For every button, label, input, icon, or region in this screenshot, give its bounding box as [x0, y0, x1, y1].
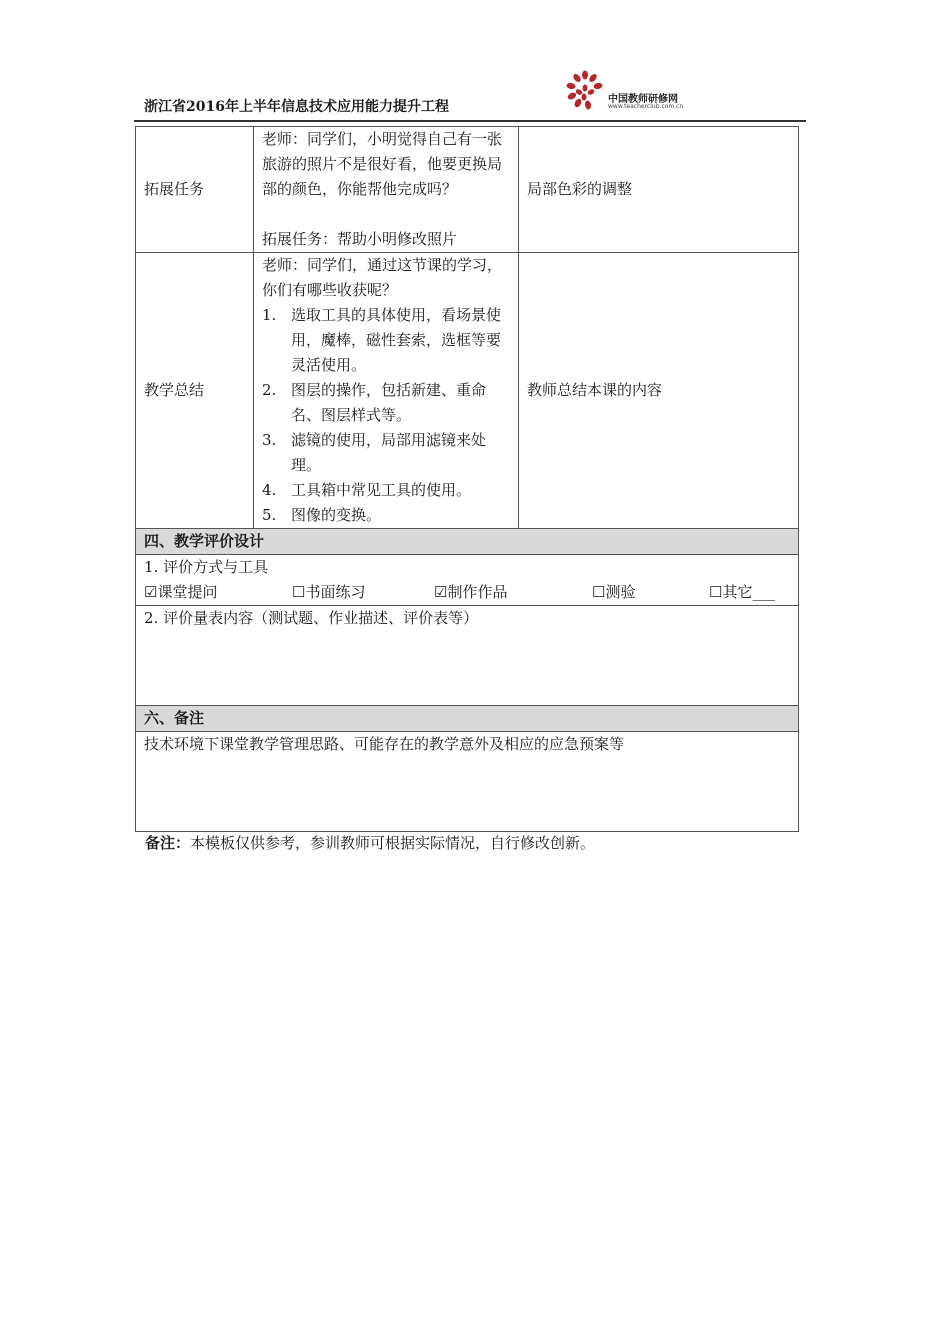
teaching-summary-content: [254, 253, 519, 529]
lesson-plan-table: [135, 126, 799, 832]
option-quiz[interactable]: ☐测验: [592, 583, 636, 601]
extension-task-note: 局部色彩的调整: [519, 127, 799, 253]
remarks-heading: 六、备注: [136, 706, 799, 732]
remarks-heading-row: [136, 706, 799, 732]
footnote-text: 本模板仅供参考，参训教师可根据实际情况，自行修改创新。: [190, 834, 596, 852]
summary-steps-list: [262, 303, 510, 528]
page-header: [134, 68, 806, 122]
option-written-exercise[interactable]: ☐书面练习: [292, 583, 366, 601]
summary-teacher-prompt: 老师：同学们，通过这节课的学习，你们有哪些收获呢？: [262, 256, 503, 299]
remarks-content-row: [136, 732, 799, 832]
evaluation-heading: 四、教学评价设计: [136, 529, 799, 555]
list-item: 2. 图层的操作，包括新建、重命名、图层样式等。: [262, 381, 487, 424]
evaluation-method-label: 1. 评价方式与工具: [144, 558, 269, 576]
extension-task-text: 拓展任务：帮助小明修改照片: [262, 230, 458, 248]
remarks-content: 技术环境下课堂教学管理思路、可能存在的教学意外及相应的应急预案等: [136, 732, 799, 832]
flower-logo-icon: [562, 70, 608, 114]
evaluation-method-cell: [136, 555, 799, 606]
extension-teacher-prompt: 老师：同学们，小明觉得自己有一张旅游的照片不是很好看，他要更换局部的颜色，你能帮他完成吗？: [262, 130, 503, 198]
logo-name: 中国教师研修网: [608, 94, 678, 105]
header-title: 浙江省2016年上半年信息技术应用能力提升工程: [144, 99, 449, 115]
option-other[interactable]: ☐其它___: [709, 583, 775, 601]
footnote-label: 备注：: [145, 834, 191, 852]
extension-task-content: [254, 127, 519, 253]
option-class-questioning[interactable]: ☑课堂提问: [144, 583, 218, 601]
list-item: 5. 图像的变换。: [262, 506, 382, 524]
option-production-work[interactable]: ☑制作作品: [434, 583, 508, 601]
logo-url: www.teacherclub.com.cn: [608, 103, 684, 110]
extension-task-label: 拓展任务: [136, 127, 254, 253]
teaching-summary-note: 教师总结本课的内容: [519, 253, 799, 529]
teaching-summary-row: [136, 253, 799, 529]
evaluation-heading-row: [136, 529, 799, 555]
evaluation-options: [144, 580, 790, 605]
list-item: 4. 工具箱中常见工具的使用。: [262, 481, 472, 499]
extension-task-row: [136, 127, 799, 253]
evaluation-scale-row: [136, 606, 799, 706]
footnote: [145, 832, 595, 854]
list-item: 1. 选取工具的具体使用，看场景使用，魔棒，磁性套索，选框等要灵活使用。: [262, 306, 502, 374]
evaluation-scale-label: 2. 评价量表内容（测试题、作业描述、评价表等）: [136, 606, 799, 706]
site-logo: [562, 70, 712, 114]
evaluation-method-row: [136, 555, 799, 606]
teaching-summary-label: 教学总结: [136, 253, 254, 529]
list-item: 3. 滤镜的使用，局部用滤镜来处理。: [262, 431, 487, 474]
